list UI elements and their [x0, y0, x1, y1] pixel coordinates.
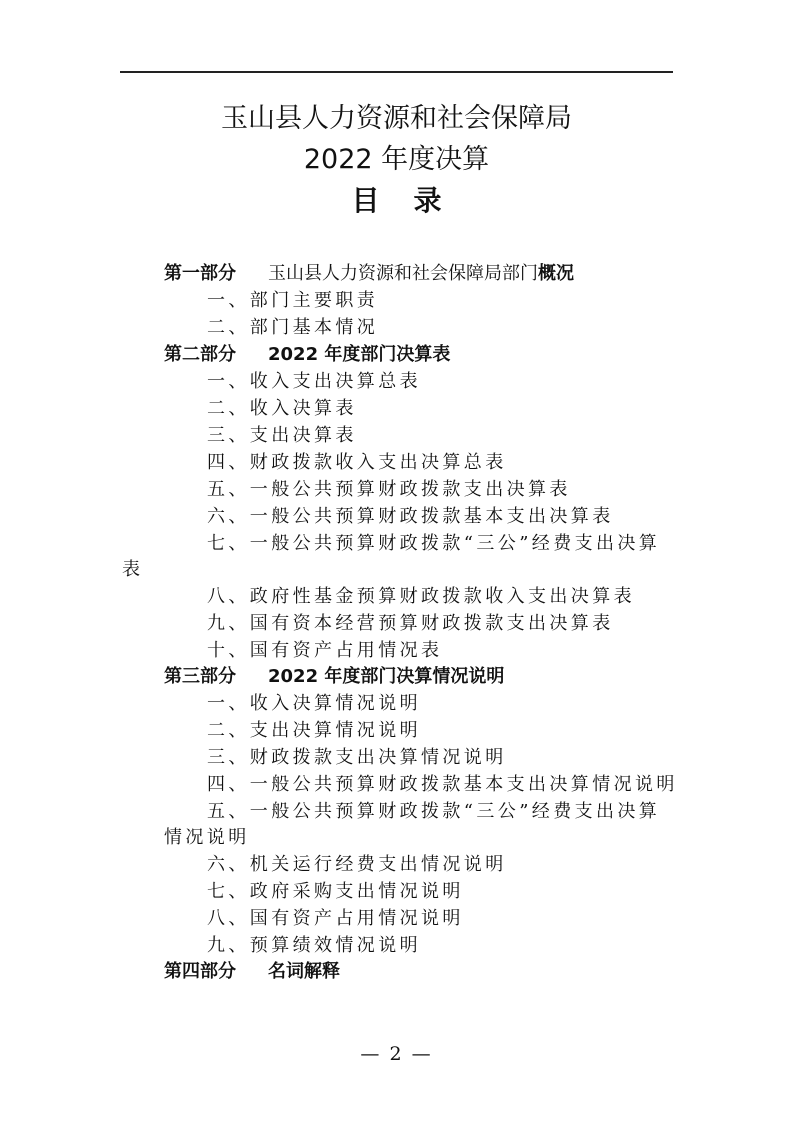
toc-item[interactable]: 六、机关运行经费支出情况说明	[207, 854, 507, 875]
toc-item[interactable]: 七、一般公共预算财政拨款“三公”经费支出决算	[207, 533, 661, 554]
toc-part-label: 第四部分	[164, 961, 236, 982]
toc-part-4[interactable]	[164, 960, 340, 984]
toc-item[interactable]: 九、国有资本经营预算财政拨款支出决算表	[207, 613, 614, 634]
contents-heading: 目录	[351, 184, 476, 217]
toc-part-title: 2022 年度部门决算情况说明	[268, 666, 505, 687]
toc-part-label: 第一部分	[164, 263, 236, 284]
toc-part-2[interactable]	[164, 343, 450, 367]
toc-part-title: 2022 年度部门决算表	[268, 344, 451, 365]
toc-item[interactable]: 十、国有资产占用情况表	[207, 640, 443, 661]
toc-item[interactable]: 五、一般公共预算财政拨款“三公”经费支出决算	[207, 801, 661, 822]
toc-item[interactable]: 二、收入决算表	[207, 398, 357, 419]
toc-part-title-bold: 概况	[538, 263, 574, 284]
toc-part-3[interactable]	[164, 665, 504, 689]
toc-item[interactable]: 六、一般公共预算财政拨款基本支出决算表	[207, 506, 614, 527]
document-subtitle: 2022 年度决算	[303, 144, 490, 175]
document-title: 玉山县人力资源和社会保障局	[221, 103, 572, 134]
toc-item[interactable]: 二、支出决算情况说明	[207, 720, 421, 741]
toc-item[interactable]: 八、国有资产占用情况说明	[207, 908, 464, 929]
toc-part-title: 玉山县人力资源和社会保障局部门	[268, 263, 538, 284]
toc-item[interactable]: 二、部门基本情况	[207, 317, 379, 338]
toc-item[interactable]: 九、预算绩效情况说明	[207, 935, 421, 956]
toc-item[interactable]: 七、政府采购支出情况说明	[207, 881, 464, 902]
toc-item[interactable]: 一、部门主要职责	[207, 290, 379, 311]
header-rule	[120, 71, 673, 73]
page-number: — 2 —	[360, 1043, 433, 1065]
toc-item[interactable]: 一、收入支出决算总表	[207, 371, 421, 392]
toc-item[interactable]: 三、支出决算表	[207, 425, 357, 446]
toc-item[interactable]: 四、一般公共预算财政拨款基本支出决算情况说明	[207, 774, 678, 795]
toc-item[interactable]: 三、财政拨款支出决算情况说明	[207, 747, 507, 768]
toc-item[interactable]: 五、一般公共预算财政拨款支出决算表	[207, 479, 571, 500]
toc-item-continuation[interactable]: 情况说明	[164, 827, 250, 848]
toc-part-1[interactable]	[164, 262, 574, 286]
toc-item[interactable]: 四、财政拨款收入支出决算总表	[207, 452, 507, 473]
toc-part-label: 第二部分	[164, 344, 236, 365]
toc-part-label: 第三部分	[164, 666, 236, 687]
toc-item[interactable]: 一、收入决算情况说明	[207, 693, 421, 714]
toc-part-title: 名词解释	[268, 961, 340, 982]
toc-item-continuation[interactable]: 表	[122, 559, 144, 580]
toc-item[interactable]: 八、政府性基金预算财政拨款收入支出决算表	[207, 586, 635, 607]
